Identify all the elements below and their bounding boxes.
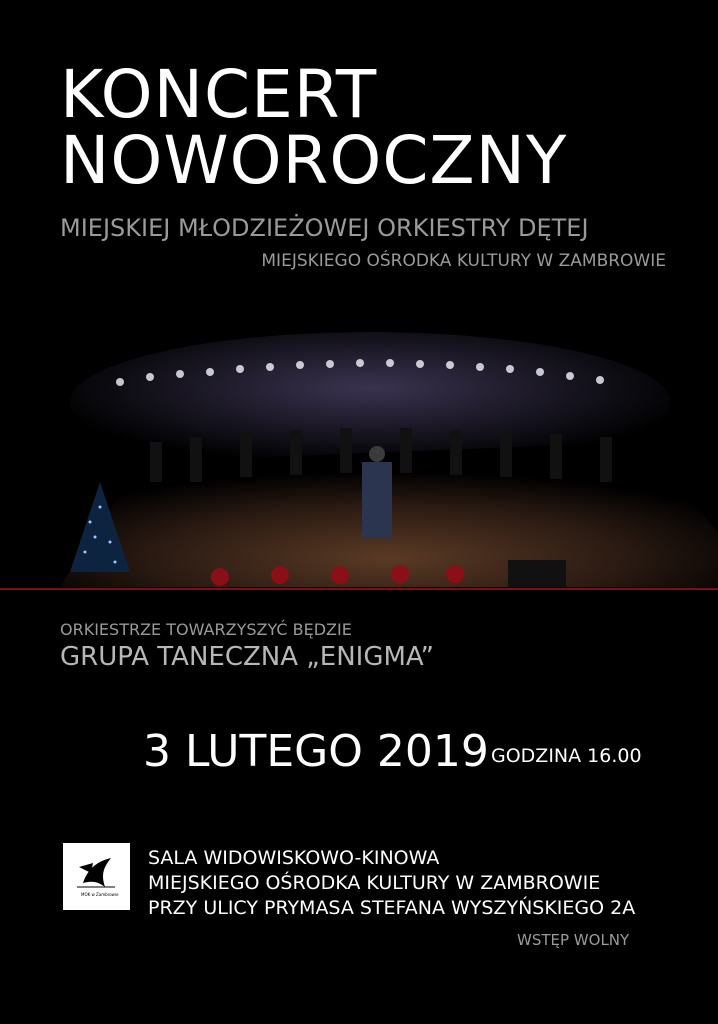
dance-group-name: GRUPA TANECZNA „ENIGMA” bbox=[60, 642, 434, 672]
logo-text: MOK w Zambrowie bbox=[81, 892, 119, 897]
venue-line-2: MIEJSKIEGO OŚRODKA KULTURY W ZAMBROWIE bbox=[148, 872, 601, 894]
title-line-1: KONCERT bbox=[60, 56, 378, 133]
poster-title bbox=[60, 56, 568, 199]
title-line-2: NOWOROCZNY bbox=[60, 122, 568, 199]
venue-line-1: SALA WIDOWISKOWO-KINOWA bbox=[148, 847, 440, 869]
event-time: GODZINA 16.00 bbox=[491, 745, 642, 767]
accompaniment-intro: ORKIESTRZE TOWARZYSZYĆ BĘDZIE bbox=[60, 620, 352, 639]
orchestra-photo bbox=[0, 292, 718, 587]
mok-logo-icon bbox=[63, 843, 130, 910]
event-date: 3 LUTEGO 2019 bbox=[143, 726, 489, 777]
divider-line bbox=[0, 588, 718, 590]
mok-logo bbox=[63, 843, 130, 910]
venue-info bbox=[148, 846, 635, 921]
organizer-name: MIEJSKIEGO OŚRODKA KULTURY W ZAMBROWIE bbox=[261, 251, 666, 271]
admission-note: WSTĘP WOLNY bbox=[517, 931, 630, 949]
venue-line-3: PRZY ULICY PRYMASA STEFANA WYSZYŃSKIEGO 2A bbox=[148, 897, 636, 919]
orchestra-name: MIEJSKIEJ MŁODZIEŻOWEJ ORKIESTRY DĘTEJ bbox=[60, 214, 589, 242]
